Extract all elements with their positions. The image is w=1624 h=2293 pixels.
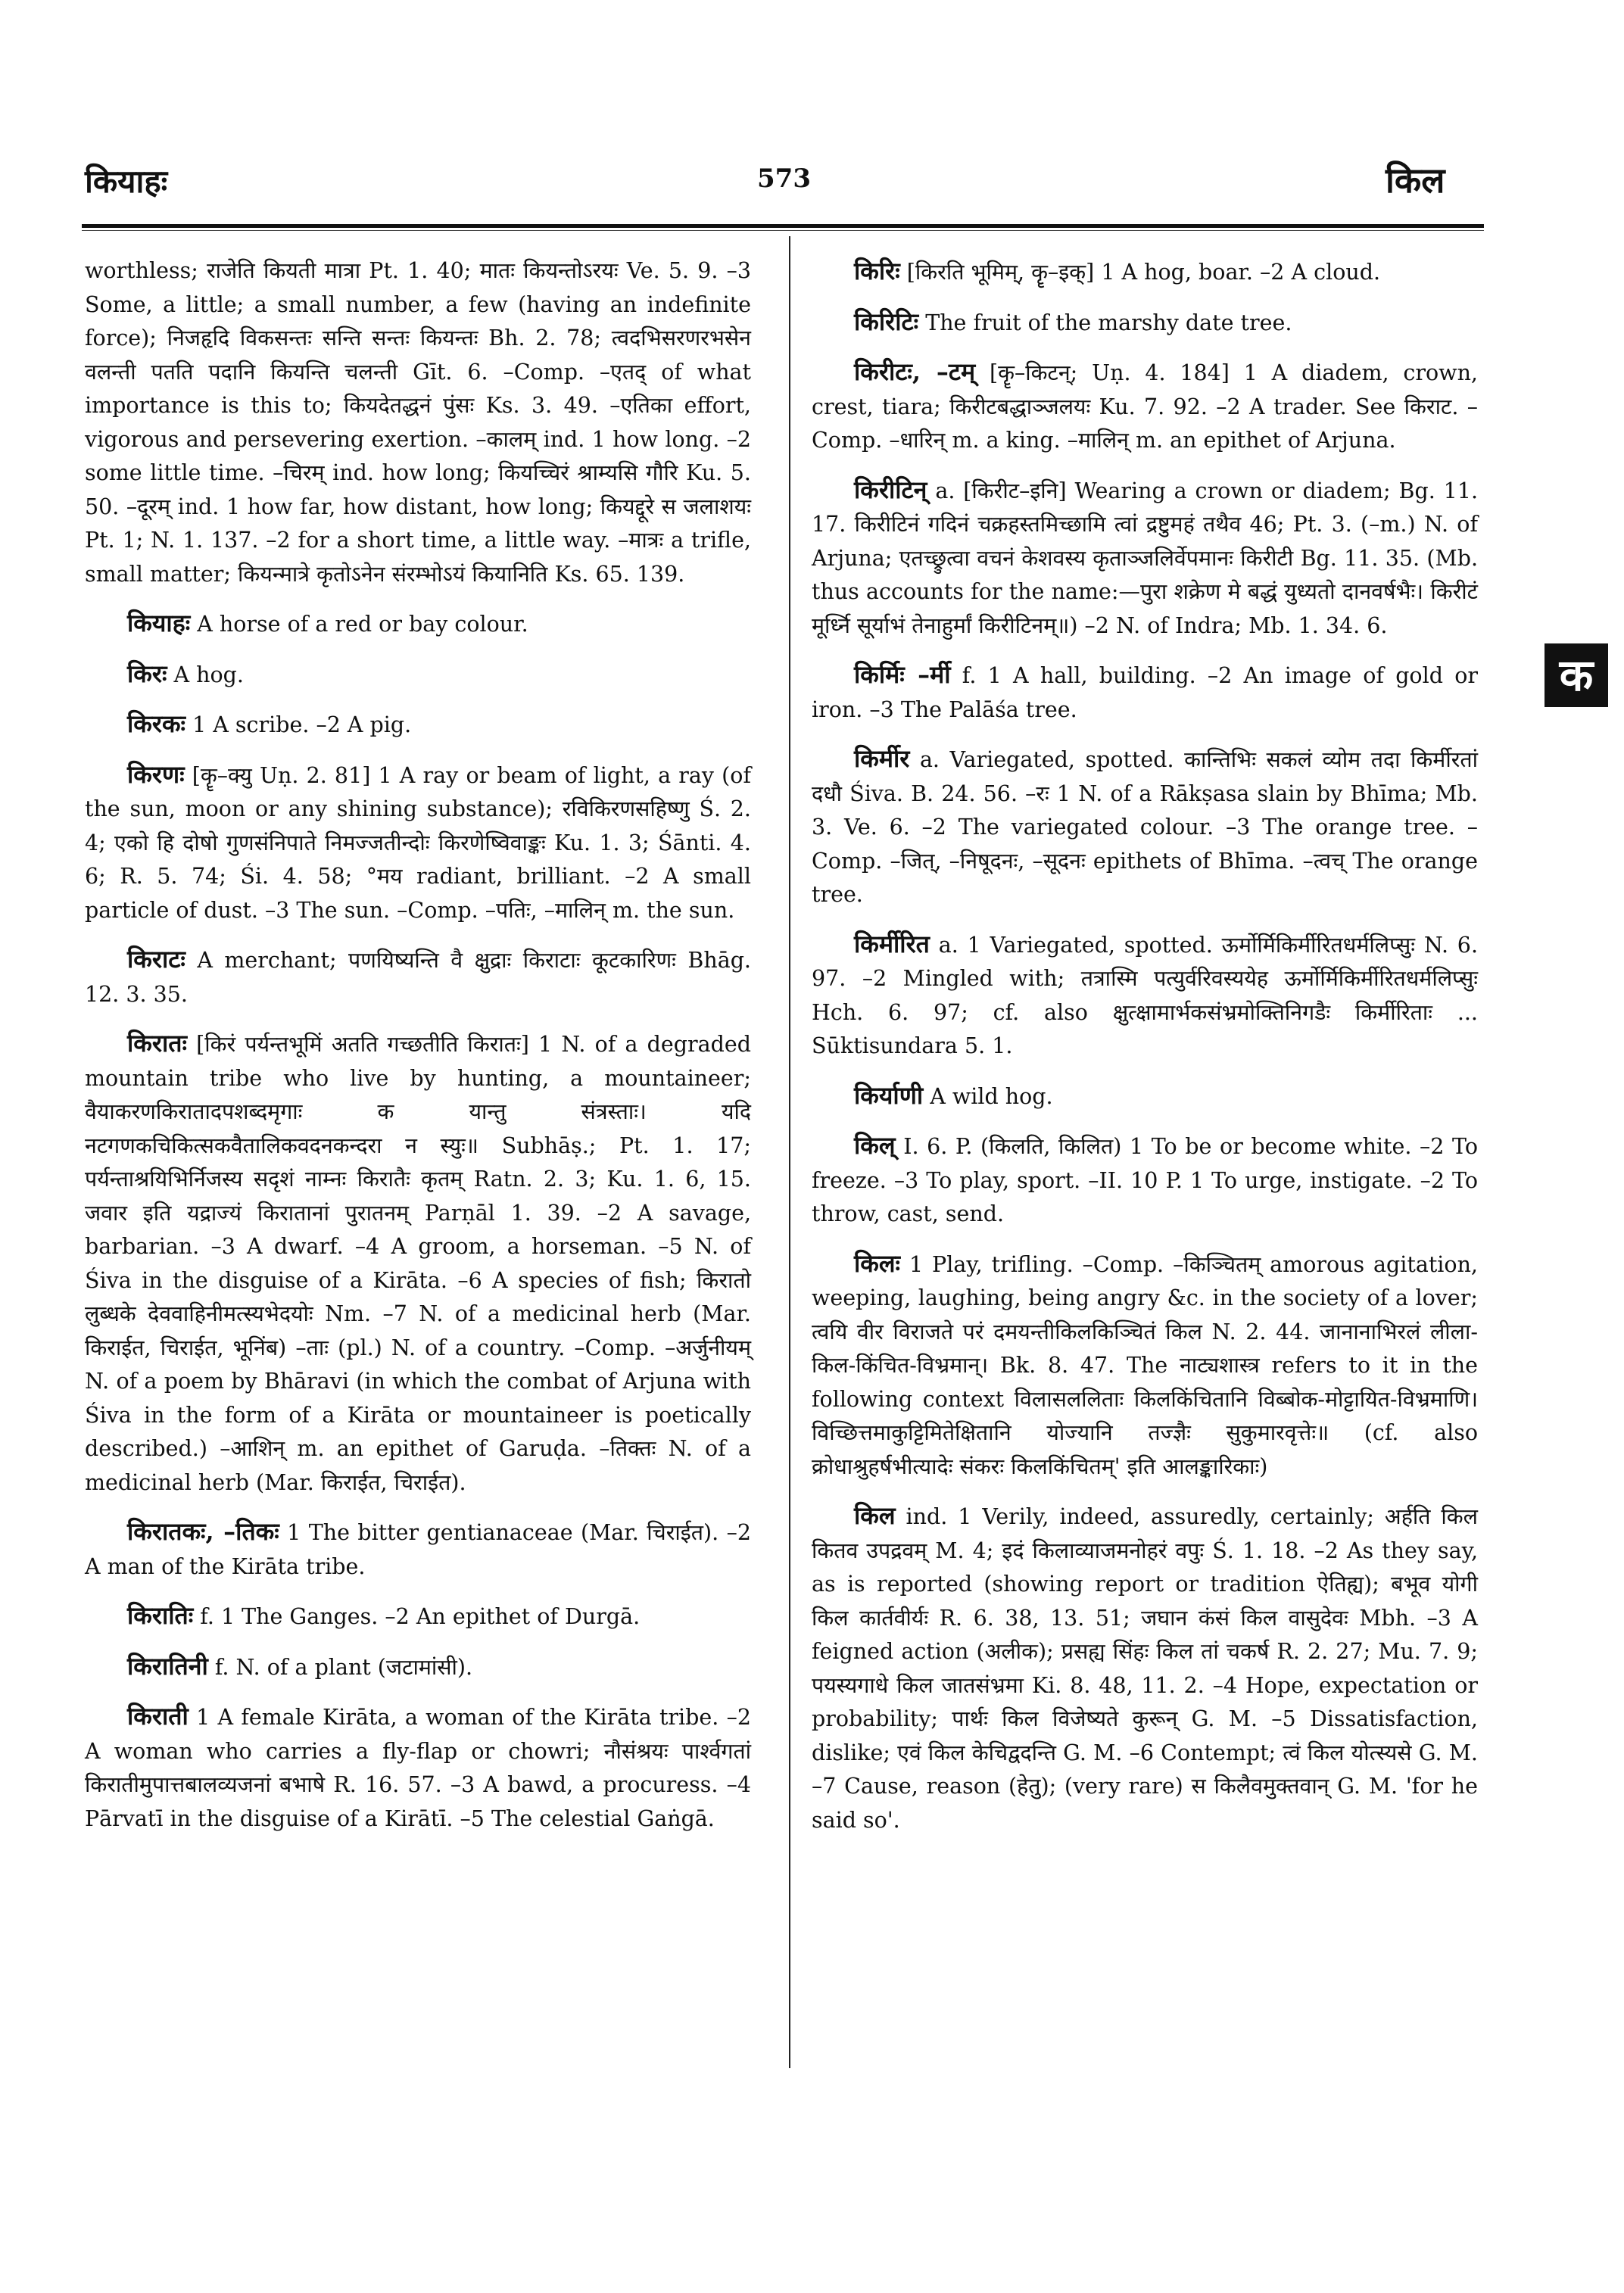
page-number: 573 xyxy=(757,164,811,194)
entry-kiyahah: कियाहः A horse of a red or bay colour. xyxy=(127,609,528,637)
headword: किराटः xyxy=(127,945,185,974)
entry-kiyat-continued: worthless; राजेति कियती मात्रा Pt. 1. 40; मातः कियन्तोऽरयः Ve. 5. 9. –3 Some, a little; a small number, a few (having an indefinite force); निजहृदि विकसन्तः सन्ति सन्तः कियन्तः Bh. 2. 78; त्वदभिसरणरभसेन वलन्ती पतति पदानि कियन्ति चलन्ती Gīt. 6. –Comp. –एतद् of what importance is this to; कियदेतद्धनं पुंसः Ks. 3. 49. –एतिका effort, vigorous and persevering exertion. –कालम् ind. 1 how long. –2 some little time. –चिरम् ind. how long; कियच्चिरं श्राम्यसि गौरि Ku. 5. 50. –दूरम् ind. 1 how far, how distant, how long; कियद्दूरे स जलाशयः Pt. 1; N. 1. 137. –2 for a short time, a little way. –मात्रः a trifle, small matter; कियन्मात्रे कृतोऽनेन संरम्भोऽयं कियानिति Ks. 65. 139. xyxy=(85,258,751,587)
entry-kiratih: किरातिः f. 1 The Ganges. –2 An epithet of Durgā. xyxy=(127,1601,641,1630)
headword: किरीटः, –टम् xyxy=(854,357,976,386)
entry-kil-root: किल् I. 6. P. (किलति, किलित) 1 To be or become white. –2 To freeze. –3 To play, sport. –II. 10 P. 1 To urge, instigate. –2 To throw, cast, send. xyxy=(812,1131,1478,1226)
entry-kilah: किलः 1 Play, trifling. –Comp. –किञ्चितम् amorous agitation, weeping, laughing, being angry &c. in the society of a lover; त्वयि वीर विराजते परं दमयन्तीकिलकिञ्चितं किल N. 2. 44. जानानाभिरलं लीला-किल-किंचित-विभ्रमान्। Bk. 8. 47. The नाट्यशास्त्र refers to it in the following context विलासललिताः किलकिंचितानि विब्बोक-मोट्टायित-विभ्रमाणि। विच्छित्तमाकुट्टिमितेक्षितानि योज्यानि तज्ज्ञैः सुकुमारवृत्तेः॥ (cf. also क्रोधाश्रुहर्षभीत्यादेः संकरः किलकिंचितम्' इति आलङ्कारिकाः) xyxy=(812,1248,1478,1479)
entry-kirati: किराती 1 A female Kirāta, a woman of the Kirāta tribe. –2 A woman who carries a fly-flap or chowri; नौसंश्रयः पार्श्वगतां किरातीमुपात्तबालव्यजनां बभाषे R. 16. 57. –3 A bawd, a procuress. –4 Pārvatī in the disguise of a Kirātī. –5 The celestial Gaṅgā. xyxy=(85,1702,751,1831)
entry-kiranah: किरणः [कॄ–क्यु Uṇ. 2. 81] 1 A ray or beam of light, a ray (of the sun, moon or any shining substance); रविकिरणसहिष्णु Ś. 2. 4; एको हि दोषो गुणसंनिपाते निमज्जतीन्दोः किरणेष्विवाङ्कः Ku. 1. 3; Śānti. 4. 6; R. 5. 74; Śi. 4. 58; °मय radiant, brilliant. –2 A small particle of dust. –3 The sun. –Comp. –पतिः, –मालिन् m. the sun. xyxy=(85,759,751,923)
headword: किरणः xyxy=(127,759,185,789)
thumb-index-tab: क xyxy=(1545,643,1608,707)
headword: किर्मीर xyxy=(854,744,910,773)
entry-kiryani: किर्याणी A wild hog. xyxy=(854,1080,1053,1110)
entry-kirakah: किरकः 1 A scribe. –2 A pig. xyxy=(127,709,412,738)
right-column xyxy=(812,254,1478,1852)
headword: किरः xyxy=(127,659,167,688)
headword: किल् xyxy=(854,1131,896,1160)
headword: किरातकः, –तिकः xyxy=(127,1517,279,1546)
headword: किल xyxy=(854,1501,896,1530)
headword: किरिः xyxy=(854,257,900,285)
entry-kila-ind: किल ind. 1 Verily, indeed, assuredly, certainly; अर्हति किल कितव उपद्रवम् M. 4; इदं किलाव्याजमनोहरं वपुः Ś. 1. 18. –2 As they say, as is reported (showing report or tradition ऐतिह्य); बभूव योगी किल कार्तवीर्यः R. 6. 38, 13. 51; जघान कंसं किल वासुदेवः Mbh. –3 A feigned action (अलीक); प्रसह्य सिंहः किल तां चकर्ष R. 2. 27; Mu. 7. 9; पयस्यगाधे किल जातसंभ्रमा Ki. 8. 48, 11. 2. –4 Hope, expectation or probability; पार्थः किल विजेष्यते कुरून् G. M. –5 Dissatisfaction, dislike; एवं किल केचिद्वदन्ति G. M. –6 Contempt; त्वं किल योत्स्यसे G. M. –7 Cause, reason (हेतु); (very rare) स किलैवमुक्तवान् G. M. 'for he said so'. xyxy=(812,1501,1479,1833)
left-column xyxy=(85,254,751,1851)
column-divider xyxy=(789,236,790,2068)
headword: किरातः xyxy=(127,1029,187,1058)
header-rule xyxy=(82,224,1484,228)
entry-kirmih: किर्मिः –र्मी f. 1 A hall, building. –2 An image of gold or iron. –3 The Palāśa tree. xyxy=(812,660,1478,722)
headword: किरातिः xyxy=(127,1601,194,1630)
headword: किरातिनी xyxy=(127,1651,208,1681)
entry-kiratakah: किरातकः, –तिकः 1 The bitter gentianaceae (Mar. चिराईत). –2 A man of the Kirāta tribe. xyxy=(85,1517,751,1579)
running-head-left: कियाहः xyxy=(85,163,168,200)
entry-kiratah: किरातः [किरं पर्यन्तभूमिं अतति गच्छतीति किरातः] 1 N. of a degraded mountain tribe who live by hunting, a mountaineer; वैयाकरणकिरातादपशब्दमृगाः क यान्तु संत्रस्ताः। यदि नटगणकचिकित्सकवैतालिकवदनकन्दरा न स्युः॥ Subhāṣ.; Pt. 1. 17; पर्यन्ताश्रयिभिर्निजस्य सदृशं नाम्नः किरातैः कृतम् Ratn. 2. 3; Ku. 1. 6, 15. जवार इति यद्राज्यं किरातानां पुरातनम् Parṇāl 1. 39. –2 A savage, barbarian. –3 A dwarf. –4 A groom, a horseman. –5 N. of Śiva in the disguise of a Kirāta. –6 A species of fish; किरातो लुब्धके देववाहिनीमत्स्यभेदयोः Nm. –7 N. of a medicinal herb (Mar. किराईत, चिराईत, भूनिंब) –ताः (pl.) N. of a country. –Comp. –अर्जुनीयम् N. of a poem by Bhāravi (in which the combat of Arjuna with Śiva in the form of a Kirāta or mountaineer is poetically described.) –आशिन् m. an epithet of Garuḍa. –तिक्तः N. of a medicinal herb (Mar. किराईत, चिराईत). xyxy=(85,1029,752,1495)
headword: किलः xyxy=(854,1248,901,1278)
entry-kiritah: किरीटः, –टम् [कॄ–किटन्; Uṇ. 4. 184] 1 A diadem, crown, crest, tiara; किरीटबद्धाञ्जलयः Ku. 7. 92. –2 A trader. See किराट. –Comp. –धारिन् m. a king. –मालिन् m. an epithet of Arjuna. xyxy=(812,357,1478,453)
headword: किर्याणी xyxy=(854,1080,924,1110)
headword: किरकः xyxy=(127,709,185,738)
entry-kirah: किरः A hog. xyxy=(127,659,244,688)
entry-kiratah-merchant: किराटः A merchant; पणयिष्यन्ति वै क्षुद्राः किराटाः कूटकारिणः Bhāg. 12. 3. 35. xyxy=(85,945,751,1007)
headword: कियाहः xyxy=(127,609,191,637)
entry-kirmira: किर्मीर a. Variegated, spotted. कान्तिभिः सकलं व्योम तदा किर्मीरतां दधौ Śiva. B. 24. 56. –रः 1 N. of a Rākṣasa slain by Bhīma; Mb. 3. Ve. 6. –2 The variegated colour. –3 The orange tree. –Comp. –जित्, –निषूदनः, –सूदनः epithets of Bhīma. –त्वच् The orange tree. xyxy=(812,744,1478,907)
entry-kiratini: किरातिनी f. N. of a plant (जटामांसी). xyxy=(127,1651,473,1681)
entry-kirih: किरिः [किरति भूमिम्, कॄ–इक्] 1 A hog, boar. –2 A cloud. xyxy=(854,257,1381,285)
headword: किरिटिः xyxy=(854,307,919,336)
headword: किराती xyxy=(127,1702,189,1731)
running-head-right: किल xyxy=(1386,160,1445,201)
entry-kiritih: किरिटिः The fruit of the marshy date tree. xyxy=(854,307,1292,336)
entry-kiritin: किरीटिन् a. [किरीट–इनि] Wearing a crown or diadem; Bg. 11. 17. किरीटिनं गदिनं चक्रहस्तमिच्छामि त्वां द्रष्टुमहं तथैव 46; Pt. 3. (–m.) N. of Arjuna; एतच्छ्रुत्वा वचनं केशवस्य कृताञ्जलिर्वेपमानः किरीटी Bg. 11. 35. (Mb. thus accounts for the name:—पुरा शक्रेण मे बद्धं युध्यतो दानवर्षभैः। किरीटं मूर्ध्नि सूर्याभं तेनाहुर्मां किरीटिनम्॥) –2 N. of Indra; Mb. 1. 34. 6. xyxy=(812,475,1479,638)
headword: किरीटिन् xyxy=(854,475,927,504)
headword: किर्मीरित xyxy=(854,929,930,958)
entry-kirmirita: किर्मीरित a. 1 Variegated, spotted. ऊर्मोर्मिकिर्मीरितधर्मलिप्सुः N. 6. 97. –2 Mingled with; तत्रास्मि पत्युर्वरिवस्ययेह ऊर्मोर्मिकिर्मीरितधर्मलिप्सुः Hch. 6. 97; cf. also क्षुत्क्षामार्भकसंभ्रमोक्तिनिगडैः किर्मीरिताः ... Sūktisundara 5. 1. xyxy=(812,929,1478,1058)
header-rule-thin xyxy=(82,230,1484,231)
headword: किर्मिः –र्मी xyxy=(854,660,951,689)
